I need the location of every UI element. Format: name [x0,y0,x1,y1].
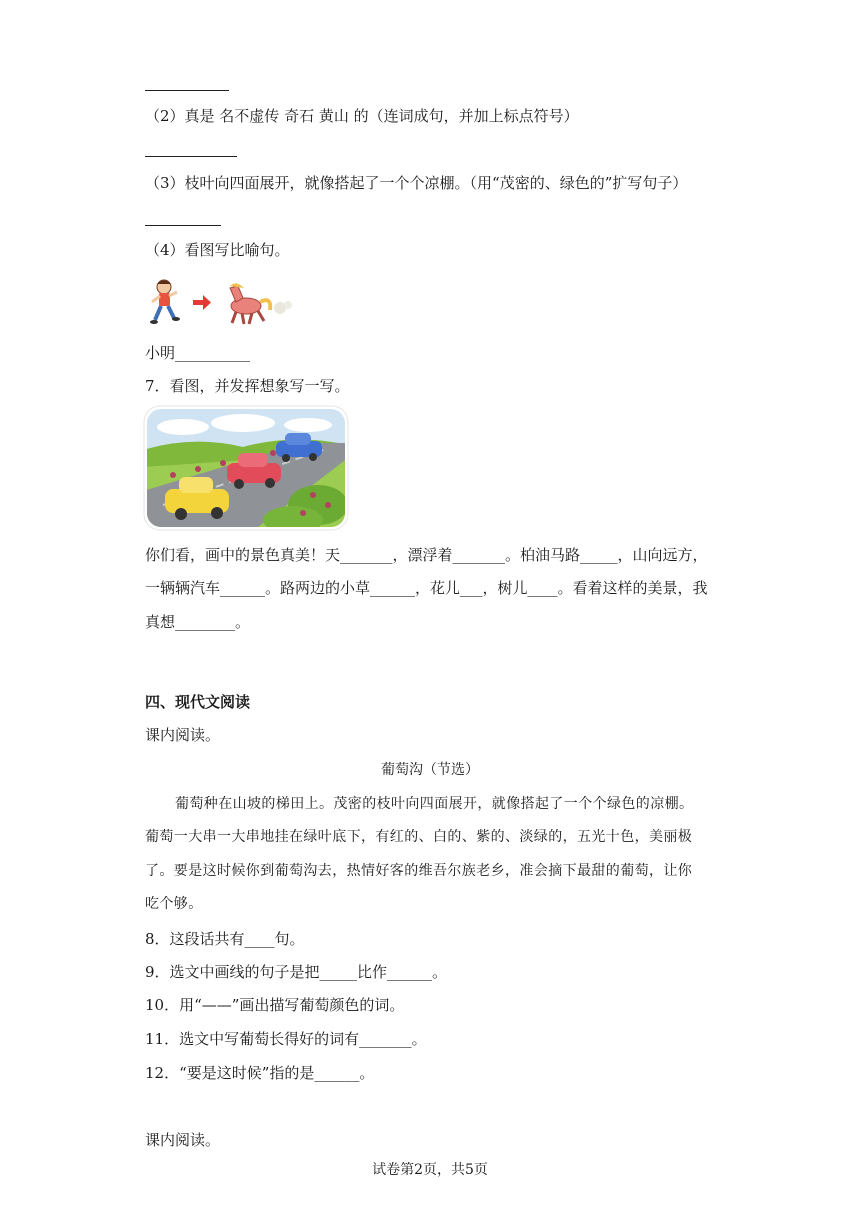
answer-blank-2 [145,156,237,157]
q7-line-3: 真想________。 [145,613,251,631]
passage-line-4: 吃个够。 [145,896,203,912]
passage-line-3: 了。要是这时候你到葡萄沟去，热情好客的维吾尔族老乡，准会摘下最甜的葡萄，让你 [145,863,693,879]
question-9: 9．选文中画线的句子是把_____比作______。 [145,963,448,981]
boy-horse-illustration [148,278,298,328]
reading-intro: 课内阅读。 [145,726,221,744]
horse-icon [230,283,292,324]
question-7-prompt: 7．看图，并发挥想象写一写。 [145,377,350,395]
passage-title: 葡萄沟（节选） [381,762,479,778]
answer-blank-3 [145,225,221,226]
answer-blank-1 [145,90,229,91]
question-6-3: （3）枝叶向四面展开，就像搭起了一个个凉棚。（用“茂密的、绿色的”扩写句子） [145,174,688,192]
question-10: 10．用“——”画出描写葡萄颜色的词。 [145,996,405,1014]
q7-line-2: 一辆辆汽车______。路两边的小草______，花儿___，树儿____。看着这样的美景，我 [145,579,708,597]
question-8: 8．这段话共有____句。 [145,930,305,948]
road-scene-illustration [143,405,349,531]
right-arrow-icon [193,295,211,310]
running-boy-icon [150,280,180,324]
question-6-2: （2）真是 名不虚传 奇石 黄山 的（连词成句，并加上标点符号） [145,107,579,125]
passage-line-1: 葡萄种在山坡的梯田上。茂密的枝叶向四面展开，就像搭起了一个个绿色的凉棚。 [175,796,694,812]
passage-line-2: 葡萄一大串一大串地挂在绿叶底下，有红的、白的、紫的、淡绿的，五光十色，美丽极 [145,829,693,845]
question-6-4: （4）看图写比喻句。 [145,241,290,259]
question-12: 12．“要是这时候”指的是______。 [145,1064,375,1082]
answer-line-xiaoming: 小明__________ [145,344,251,362]
page-footer: 试卷第2页，共5页 [372,1162,488,1178]
question-11: 11．选文中写葡萄长得好的词有_______。 [145,1030,427,1048]
section-heading: 四、现代文阅读 [145,693,251,711]
reading-intro-next: 课内阅读。 [145,1131,221,1149]
q7-line-1: 你们看，画中的景色真美！天_______，漂浮着_______。柏油马路_____，山向远方， [145,546,708,564]
